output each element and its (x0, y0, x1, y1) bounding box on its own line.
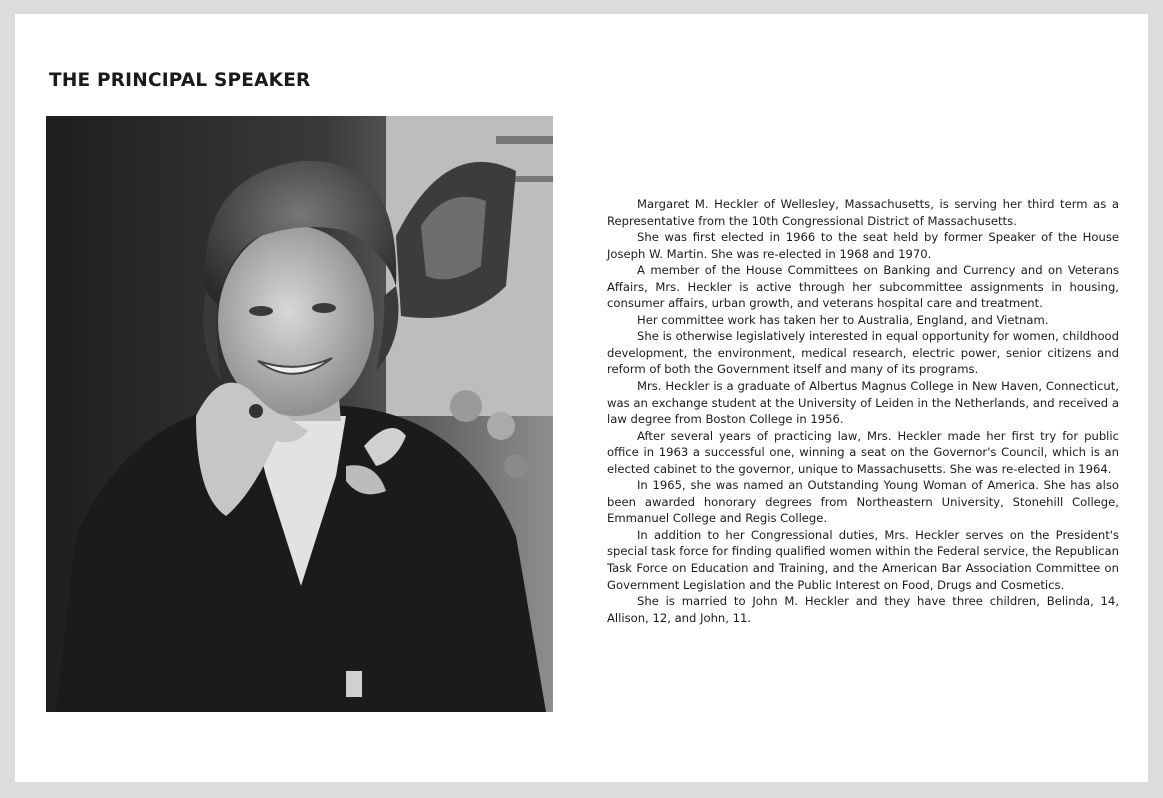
bio-paragraph: Mrs. Heckler is a graduate of Albertus Magnus College in New Haven, Connecticut, was an exchange student at the University of Leiden in the Netherlands, and received a law degree from Boston College in 1956. (607, 379, 1119, 427)
speaker-portrait-photo (46, 116, 553, 712)
page-heading: THE PRINCIPAL SPEAKER (49, 70, 311, 91)
bio-paragraph: She was first elected in 1966 to the seat held by former Speaker of the House Joseph W. Martin. She was re-elected in 1968 and 1970. (607, 230, 1119, 261)
portrait-illustration (46, 116, 553, 712)
bio-paragraph: Margaret M. Heckler of Wellesley, Massachusetts, is serving her third term as a Representative from the 10th Congressional District of Massachusetts. (607, 197, 1119, 228)
bio-paragraph: After several years of practicing law, Mrs. Heckler made her first try for public office in 1963 a successful one, winning a seat on the Governor's Council, which is an elected cabinet to the governor, unique to Massachusetts. She was re-elected in 1964. (607, 428, 1119, 476)
speaker-biography (607, 196, 1119, 626)
bio-paragraph: A member of the House Committees on Banking and Currency and on Veterans Affairs, Mrs. Heckler is active through her subcommittee assignments in housing, consumer affairs, urban growth, and veterans hospital care and treatment. (607, 263, 1119, 311)
bio-paragraph: She is otherwise legislatively interested in equal opportunity for women, childhood development, the environment, medical research, electric power, senior citizens and reform of both the Government itself and many of its programs. (607, 329, 1119, 377)
bio-paragraph: She is married to John M. Heckler and they have three children, Belinda, 14, Allison, 12, and John, 11. (607, 594, 1119, 625)
bio-paragraph: In addition to her Congressional duties, Mrs. Heckler serves on the President's special task force for finding qualified women within the Federal service, the Republican Task Force on Education and Training, and the American Bar Association Committee on Government Legislation and the Public Interest on Food, Drugs and Cosmetics. (607, 527, 1119, 592)
bio-paragraph: Her committee work has taken her to Australia, England, and Vietnam. (637, 312, 1049, 327)
bio-paragraph: In 1965, she was named an Outstanding Young Woman of America. She has also been awarded honorary degrees from Northeastern University, Stonehill College, Emmanuel College and Regis College. (607, 478, 1119, 526)
document-page (15, 14, 1148, 782)
